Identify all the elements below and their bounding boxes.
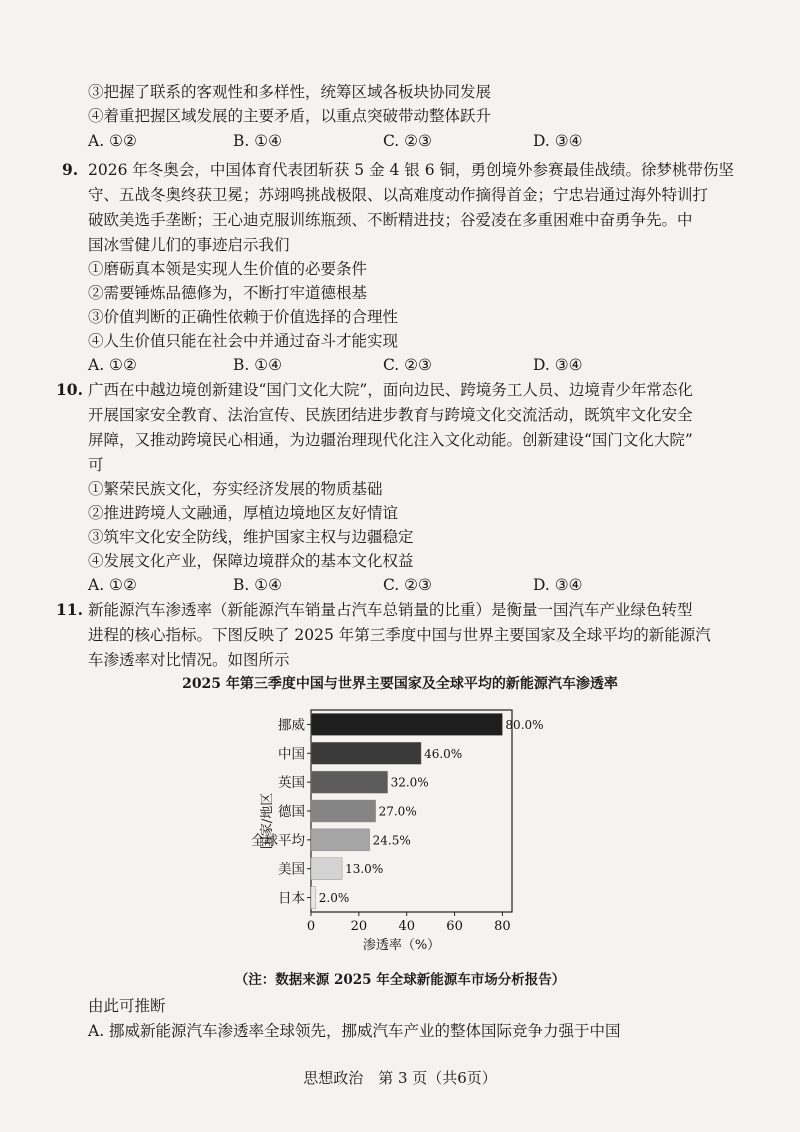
x-tick-label-0: 0: [306, 919, 316, 934]
prev-option-a[interactable]: A. ①②: [88, 132, 137, 150]
prev-statement-4: ④着重把握区域发展的主要矛盾，以重点突破带动整体跃升: [88, 107, 492, 125]
q10-option-c[interactable]: C. ②③: [383, 576, 432, 594]
y-tick-label-6: 日本: [278, 890, 305, 907]
bar-3: [311, 800, 376, 822]
data-label-3: 27.0%: [378, 804, 417, 819]
bar-0: [311, 713, 502, 735]
q10-statement-1: ①繁荣民族文化，夯实经济发展的物质基础: [88, 480, 383, 498]
q9-option-c[interactable]: C. ②③: [383, 356, 432, 374]
q10-statement-3: ③筑牢文化安全防线，维护国家主权与边疆稳定: [88, 528, 414, 546]
q9-line-2: 守、五战冬奥终获卫冕；苏翊鸣挑战极限、以高难度动作摘得首金；宁忠岩通过海外特训打: [88, 186, 709, 204]
data-label-2: 32.0%: [390, 775, 429, 790]
q9-line-4: 国冰雪健儿们的事迹启示我们: [88, 236, 290, 254]
data-label-4: 24.5%: [372, 833, 411, 848]
q10-statement-4: ④发展文化产业，保障边境群众的基本文化权益: [88, 552, 414, 570]
q9-statement-4: ④人生价值只能在社会中并通过奋斗才能实现: [88, 332, 399, 350]
q11-line-3: 车渗透率对比情况。如图所示: [88, 651, 290, 669]
chart-title: 2025 年第三季度中国与世界主要国家及全球平均的新能源汽车渗透率: [182, 676, 618, 692]
chart-source-note: （注：数据来源 2025 年全球新能源车市场分析报告）: [234, 972, 566, 988]
data-label-1: 46.0%: [424, 746, 463, 761]
q10-statement-2: ②推进跨境人文融通，厚植边境地区友好情谊: [88, 504, 399, 522]
x-tick-label-1: 20: [350, 919, 368, 934]
q9-option-b[interactable]: B. ①④: [233, 356, 283, 374]
q9-option-a[interactable]: A. ①②: [88, 356, 137, 374]
prev-option-d[interactable]: D. ③④: [533, 132, 583, 150]
q9-number: 9.: [62, 160, 79, 179]
q9-option-d[interactable]: D. ③④: [533, 356, 583, 374]
bar-1: [311, 742, 421, 764]
q9-statement-1: ①磨砺真本领是实现人生价值的必要条件: [88, 260, 368, 278]
x-axis-label: 渗透率（%）: [362, 938, 441, 953]
q10-line-3: 屏障，又推动跨境民心相通，为边疆治理现代化注入文化动能。创新建设“国门文化大院”: [88, 431, 693, 449]
q11-option-a[interactable]: A. 挪威新能源汽车渗透率全球领先，挪威汽车产业的整体国际竞争力强于中国: [88, 1022, 621, 1040]
data-label-0: 80.0%: [505, 717, 544, 732]
x-tick-label-3: 60: [446, 919, 463, 934]
q10-option-b[interactable]: B. ①④: [233, 576, 283, 594]
q11-conclusion-intro: 由此可推断: [88, 997, 166, 1015]
bar-2: [311, 771, 388, 793]
y-tick-label-2: 英国: [278, 775, 305, 792]
penetration-bar-chart: [0, 690, 800, 965]
bar-6: [311, 887, 316, 909]
x-tick-label-2: 40: [398, 919, 415, 934]
y-tick-label-1: 中国: [278, 746, 305, 763]
q11-line-2: 进程的核心指标。下图反映了 2025 年第三季度中国与世界主要国家及全球平均的新能源汽: [88, 626, 711, 644]
y-axis-label: 国家/地区: [260, 792, 275, 850]
data-label-5: 13.0%: [345, 862, 384, 877]
bar-5: [311, 858, 342, 880]
page-footer: 思想政治 第 3 页（共6页）: [303, 1069, 497, 1087]
q9-statement-2: ②需要锤炼品德修为，不断打牢道德根基: [88, 284, 368, 302]
data-label-6: 2.0%: [318, 891, 350, 906]
q10-line-1: 广西在中越边境创新建设“国门文化大院”，面向边民、跨境务工人员、边境青少年常态化: [88, 381, 693, 399]
y-tick-label-0: 挪威: [278, 717, 305, 734]
y-tick-label-4: 全球平均: [251, 832, 305, 849]
q10-line-2: 开展国家安全教育、法治宣传、民族团结进步教育与跨境文化交流活动，既筑牢文化安全: [88, 406, 693, 424]
prev-statement-3: ③把握了联系的客观性和多样性，统筹区域各板块协同发展: [88, 83, 492, 101]
q9-line-1: 2026 年冬奥会，中国体育代表团斩获 5 金 4 银 6 铜，勇创境外参赛最佳战绩。徐梦桃带伤坚: [88, 161, 735, 179]
y-tick-label-3: 德国: [278, 804, 305, 820]
q10-option-a[interactable]: A. ①②: [88, 576, 137, 594]
q11-line-1: 新能源汽车渗透率（新能源汽车销量占汽车总销量的比重）是衡量一国汽车产业绿色转型: [88, 601, 693, 619]
bar-4: [311, 829, 370, 851]
q10-number: 10.: [56, 380, 83, 399]
q10-option-d[interactable]: D. ③④: [533, 576, 583, 594]
q9-statement-3: ③价值判断的正确性依赖于价值选择的合理性: [88, 308, 399, 326]
q11-number: 11.: [56, 600, 83, 619]
q9-line-3: 破欧美选手垄断；王心迪克服训练瓶颈、不断精进技；谷爱凌在多重困难中奋勇争先。中: [88, 211, 693, 229]
prev-option-b[interactable]: B. ①④: [233, 132, 283, 150]
prev-option-c[interactable]: C. ②③: [383, 132, 432, 150]
x-tick-label-4: 80: [494, 919, 511, 934]
y-tick-label-5: 美国: [278, 861, 305, 878]
q10-line-4: 可: [88, 456, 104, 474]
